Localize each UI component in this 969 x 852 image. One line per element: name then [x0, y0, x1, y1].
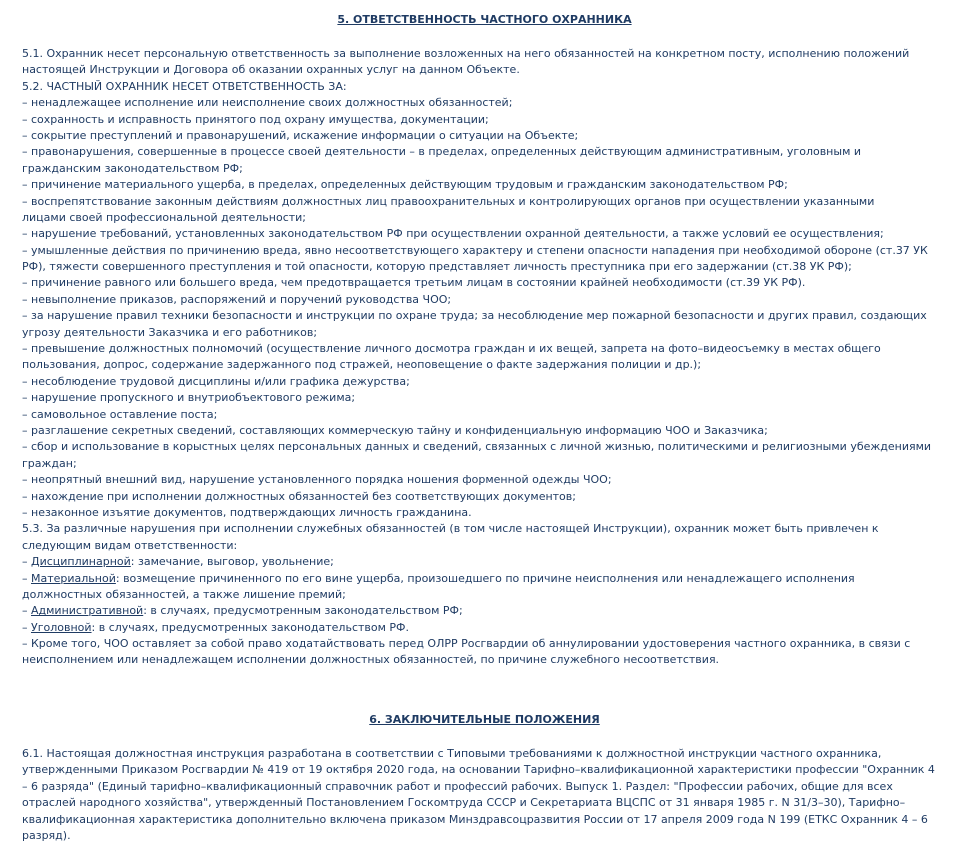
text-line: 5.2. ЧАСТНЫЙ ОХРАННИК НЕСЕТ ОТВЕТСТВЕННОСТЬ ЗА:	[22, 79, 347, 93]
section-6-title: 6. ЗАКЛЮЧИТЕЛЬНЫЕ ПОЛОЖЕНИЯ	[369, 713, 600, 726]
section-5-title: 5. ОТВЕТСТВЕННОСТЬ ЧАСТНОГО ОХРАННИКА	[337, 13, 632, 26]
text-line: неисполнением или ненадлежащем исполнении должностных обязанностей, по причине служебного несоответствия.	[22, 653, 720, 667]
responsibility-administrative	[22, 603, 947, 619]
dash-prefix: –	[22, 555, 31, 569]
text-line: – неопрятный внешний вид, нарушение установленного порядка ношения форменной одежды ЧОО;	[22, 473, 612, 487]
text-line: – правонарушения, совершенные в процессе своей деятельности – в пределах, определенных действующим административным, уголовным и	[22, 145, 862, 159]
text-line: лицами своей профессиональной деятельности;	[22, 210, 307, 224]
section-6-body	[22, 746, 947, 844]
responsibility-type-label: Уголовной	[31, 620, 92, 634]
text-line: – нарушение пропускного и внутриобъектового режима;	[22, 391, 356, 405]
responsibility-material	[22, 571, 947, 587]
text-line: квалификационная характеристика дополнительно включена приказом Минздравсоцразвития России от 17 апреля 2009 года N 199 (ЕТКС Охранник 4 – 6	[22, 812, 928, 826]
text-line: – незаконное изъятие документов, подтверждающих личность гражданина.	[22, 505, 472, 519]
text-line: пользования, допрос, содержание задержанного под стражей, неоповещение о факте задержания полиции и др.);	[22, 358, 702, 372]
text-line: 6.1. Настоящая должностная инструкция разработана в соответствии с Типовыми требованиями к должностной инструкции частного охранника,	[22, 747, 882, 760]
text-line: – причинение материального ущерба, в пределах, определенных действующим трудовым и гражданским законодательством РФ;	[22, 178, 788, 192]
text-line: – умышленные действия по причинению вреда, явно несоответствующего характеру и степени опасности нападения при необходимой обороне (ст.37 УК	[22, 243, 928, 257]
dash-prefix: –	[22, 620, 31, 634]
text-line: РФ), тяжести совершенного преступления и той опасности, которую представляет личность преступника при его задержании (ст.38 УК РФ);	[22, 260, 852, 274]
text-line: – самовольное оставление поста;	[22, 407, 218, 421]
dash-prefix: –	[22, 604, 31, 618]
text-line: – ненадлежащее исполнение или неисполнение своих должностных обязанностей;	[22, 96, 513, 110]
section-5-body	[22, 46, 947, 669]
text-line: – 6 разряда" (Единый тарифно–квалификационный справочник работ и профессий рабочих. Выпуск 1. Раздел: "Профессии рабочих, общие для всех	[22, 779, 893, 793]
responsibility-type-label: Дисциплинарной	[31, 555, 131, 569]
text-line: – причинение равного или большего вреда, чем предотвращается третьим лицам в состоянии крайней необходимости (ст.39 УК РФ).	[22, 276, 806, 290]
text-line: гражданским законодательством РФ;	[22, 161, 243, 175]
responsibility-disciplinary	[22, 554, 947, 570]
text-line: 5.1. Охранник несет персональную ответственность за выполнение возложенных на него обязанностей на конкретном посту, исполнению положений	[22, 47, 910, 60]
text-line: граждан;	[22, 456, 77, 470]
text-line: должностных обязанностей, а также лишение премий;	[22, 587, 346, 601]
responsibility-type-text: : в случаях, предусмотренным законодательством РФ;	[143, 604, 463, 618]
text-line: – несоблюдение трудовой дисциплины и/или графика дежурства;	[22, 374, 410, 388]
text-line: – нахождение при исполнении должностных обязанностей без соответствующих документов;	[22, 489, 576, 503]
text-line: утвержденными Приказом Росгвардии № 419 от 19 октября 2020 года, на основании Тарифно–квалификационной характеристики профессии "Охранник 4	[22, 763, 935, 777]
text-line: – Кроме того, ЧОО оставляет за собой право ходатайствовать перед ОЛРР Росгвардии об аннулировании удостоверения частного охранника, в связи с	[22, 637, 911, 651]
text-line: разряд).	[22, 828, 71, 842]
text-line: – превышение должностных полномочий (осуществление личного досмотра граждан и их вещей, запрета на фото–видеосъемку в местах общего	[22, 342, 881, 356]
text-line: – воспрепятствование законным действиям должностных лиц правоохранительных и контролирующих органов при осуществлении указанными	[22, 194, 875, 208]
dash-prefix: –	[22, 571, 31, 585]
text-line: – сбор и использование в корыстных целях персональных данных и сведений, связанных с личной жизнью, политическими и религиозными убеждениями	[22, 440, 932, 454]
responsibility-type-label: Материальной	[31, 571, 116, 585]
text-line: – невыполнение приказов, распоряжений и поручений руководства ЧОО;	[22, 292, 452, 306]
text-line: угрозу деятельности Заказчика и его работников;	[22, 325, 318, 339]
text-line: отраслей народного хозяйства", утвержденный Постановлением Госкомтруда СССР и Секретариата ВЦСПС от 31 января 1985 г. N 31/3–30), Тарифно–	[22, 796, 906, 810]
responsibility-type-label: Административной	[31, 604, 144, 618]
responsibility-type-text: : замечание, выговор, увольнение;	[130, 555, 334, 569]
responsibility-criminal	[22, 620, 947, 636]
text-line: 5.3. За различные нарушения при исполнении служебных обязанностей (в том числе настоящей Инструкции), охранник может быть привлечен к	[22, 522, 879, 536]
text-line: – нарушение требований, установленных законодательством РФ при осуществлении охранной деятельности, а также условий ее осуществления;	[22, 227, 884, 241]
responsibility-type-text: : в случаях, предусмотренных законодательством РФ.	[91, 620, 410, 634]
text-line: настоящей Инструкции и Договора об оказании охранных услуг на данном Объекте.	[22, 63, 520, 77]
text-line: – сокрытие преступлений и правонарушений, искажение информации о ситуации на Объекте;	[22, 128, 579, 142]
responsibility-type-text: : возмещение причиненного по его вине ущерба, произошедшего по причине неисполнения или ненадлежащего исполнения	[115, 571, 855, 585]
text-line: следующим видам ответственности:	[22, 538, 238, 552]
text-line: – сохранность и исправность принятого под охрану имущества, документации;	[22, 112, 489, 126]
text-line: – за нарушение правил техники безопасности и инструкции по охране труда; за несоблюдение мер пожарной безопасности и других правил, создающих	[22, 309, 927, 323]
text-line: – разглашение секретных сведений, составляющих коммерческую тайну и конфиденциальную информацию ЧОО и Заказчика;	[22, 423, 768, 437]
